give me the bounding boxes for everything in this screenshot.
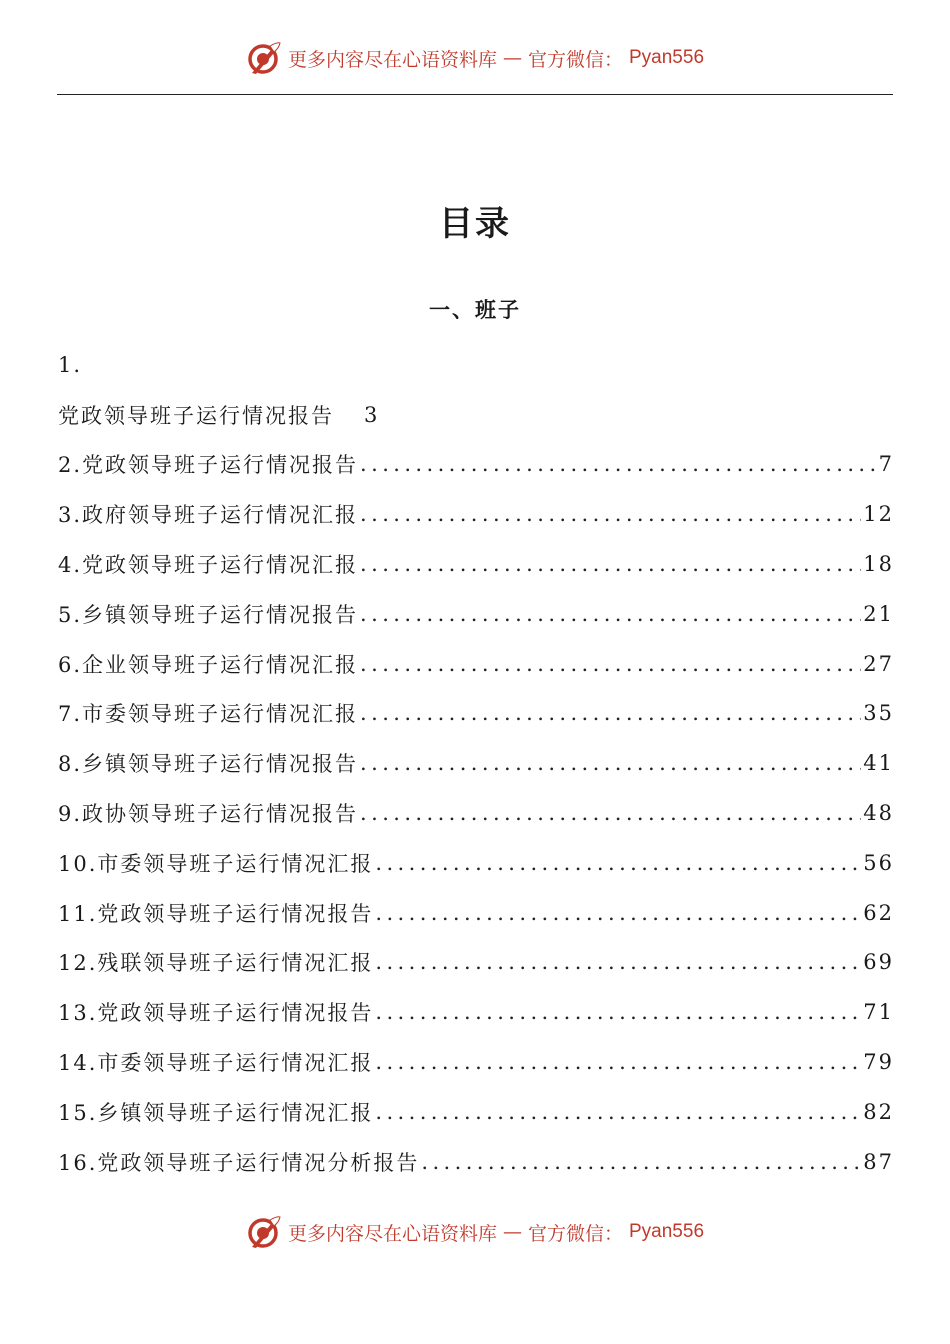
toc-entry[interactable]: [58, 440, 894, 490]
toc-entry-number: 1.: [58, 352, 83, 377]
section-title: 一、班子: [429, 298, 521, 322]
toc-entry[interactable]: [58, 689, 894, 739]
toc-entry-title: 11.党政领导班子运行情况报告: [58, 901, 374, 926]
header-divider: [57, 94, 893, 95]
toc-dot-leader: [360, 652, 861, 676]
toc-entry-title: 7.市委领导班子运行情况汇报: [58, 702, 359, 727]
quill-logo-icon: [246, 1214, 282, 1250]
toc-entry-page: 35: [863, 701, 894, 726]
page-title: 目录: [439, 204, 511, 244]
toc-entry-title: 5.乡镇领导班子运行情况报告: [58, 602, 359, 627]
toc-entry[interactable]: [58, 788, 894, 838]
toc-dot-leader: [360, 701, 861, 725]
toc-entry-title: 14.市委领导班子运行情况汇报: [58, 1051, 374, 1076]
toc-entry[interactable]: [58, 539, 894, 589]
toc-entry-title: 10.市委领导班子运行情况汇报: [58, 851, 374, 876]
watermark-main-text: 更多内容尽在心语资料库: [287, 48, 497, 71]
toc-entry-page: 7: [878, 452, 894, 477]
toc-entry-page: 41: [863, 751, 894, 776]
toc-entry-title: 9.政协领导班子运行情况报告: [58, 802, 359, 827]
toc-number-line: [58, 340, 894, 390]
watermark-main-text: 更多内容尽在心语资料库: [287, 1222, 497, 1245]
toc-dot-leader: [360, 452, 877, 476]
toc-entry-title: 15.乡镇领导班子运行情况汇报: [58, 1100, 374, 1125]
toc-dot-leader: [375, 901, 861, 925]
watermark-sub-text: 官方微信：: [527, 1222, 623, 1245]
toc-entry-title: 13.党政领导班子运行情况报告: [58, 1001, 374, 1026]
toc-dot-leader: [360, 801, 861, 825]
toc-dot-leader: [360, 602, 861, 626]
toc-entry-title: 16.党政领导班子运行情况分析报告: [58, 1150, 420, 1175]
toc-dot-leader: [375, 950, 861, 974]
header-watermark: [0, 38, 950, 78]
toc-entry[interactable]: [58, 1087, 894, 1137]
toc-dot-leader: [375, 1000, 861, 1024]
toc-entry-page: 56: [863, 850, 894, 875]
toc-entry[interactable]: [58, 738, 894, 788]
toc-entry-page: 79: [863, 1050, 894, 1075]
toc-dot-leader: [360, 502, 861, 526]
toc-entry[interactable]: [58, 589, 894, 639]
toc-entry-page: 21: [863, 601, 894, 626]
toc-entry[interactable]: [58, 888, 894, 938]
toc-entry[interactable]: [58, 1037, 894, 1087]
quill-logo-icon: [246, 40, 282, 76]
toc-entry-title: 4.党政领导班子运行情况汇报: [58, 553, 359, 578]
watermark-wechat-id: Pyan556: [629, 47, 705, 68]
footer-watermark: [0, 1212, 950, 1252]
toc-entry-page: 71: [863, 1000, 894, 1025]
toc-entry-title: 12.残联领导班子运行情况汇报: [58, 951, 374, 976]
toc-dot-leader: [421, 1150, 861, 1174]
toc-entry-title: 2.党政领导班子运行情况报告: [58, 453, 359, 478]
toc-entry-page: 12: [863, 502, 894, 527]
toc-entry-title: 8.乡镇领导班子运行情况报告: [58, 752, 359, 777]
toc-entry[interactable]: [58, 489, 894, 539]
watermark-wechat-id: Pyan556: [629, 1221, 705, 1242]
toc-dot-leader: [375, 1050, 861, 1074]
watermark-sub-text: 官方微信：: [527, 48, 623, 71]
toc-entry-title: 6.企业领导班子运行情况汇报: [58, 652, 359, 677]
toc-entry-title: 党政领导班子运行情况报告: [58, 403, 334, 428]
toc-entry-title: 3.政府领导班子运行情况汇报: [58, 503, 359, 528]
toc-entry-page: 48: [863, 801, 894, 826]
toc-entry[interactable]: [58, 639, 894, 689]
toc-dot-leader: [375, 1100, 861, 1124]
toc-entry-page: 3: [364, 402, 380, 427]
toc-dot-leader: [360, 552, 861, 576]
toc-entry[interactable]: [58, 838, 894, 888]
toc-entry-page: 62: [863, 900, 894, 925]
table-of-contents: [58, 340, 894, 1187]
toc-entry-page: 82: [863, 1099, 894, 1124]
toc-dot-leader: [375, 851, 861, 875]
toc-entry-page: 27: [863, 651, 894, 676]
toc-entry[interactable]: [58, 390, 894, 440]
watermark-dash: —: [502, 1221, 522, 1243]
watermark-dash: —: [502, 47, 522, 69]
toc-entry-page: 69: [863, 950, 894, 975]
toc-entry[interactable]: [58, 938, 894, 988]
toc-dot-leader: [360, 751, 861, 775]
toc-entry-page: 18: [863, 552, 894, 577]
toc-entry[interactable]: [58, 1137, 894, 1187]
toc-entry-list: [58, 440, 894, 1187]
toc-entry[interactable]: [58, 987, 894, 1037]
toc-entry-page: 87: [863, 1149, 894, 1174]
